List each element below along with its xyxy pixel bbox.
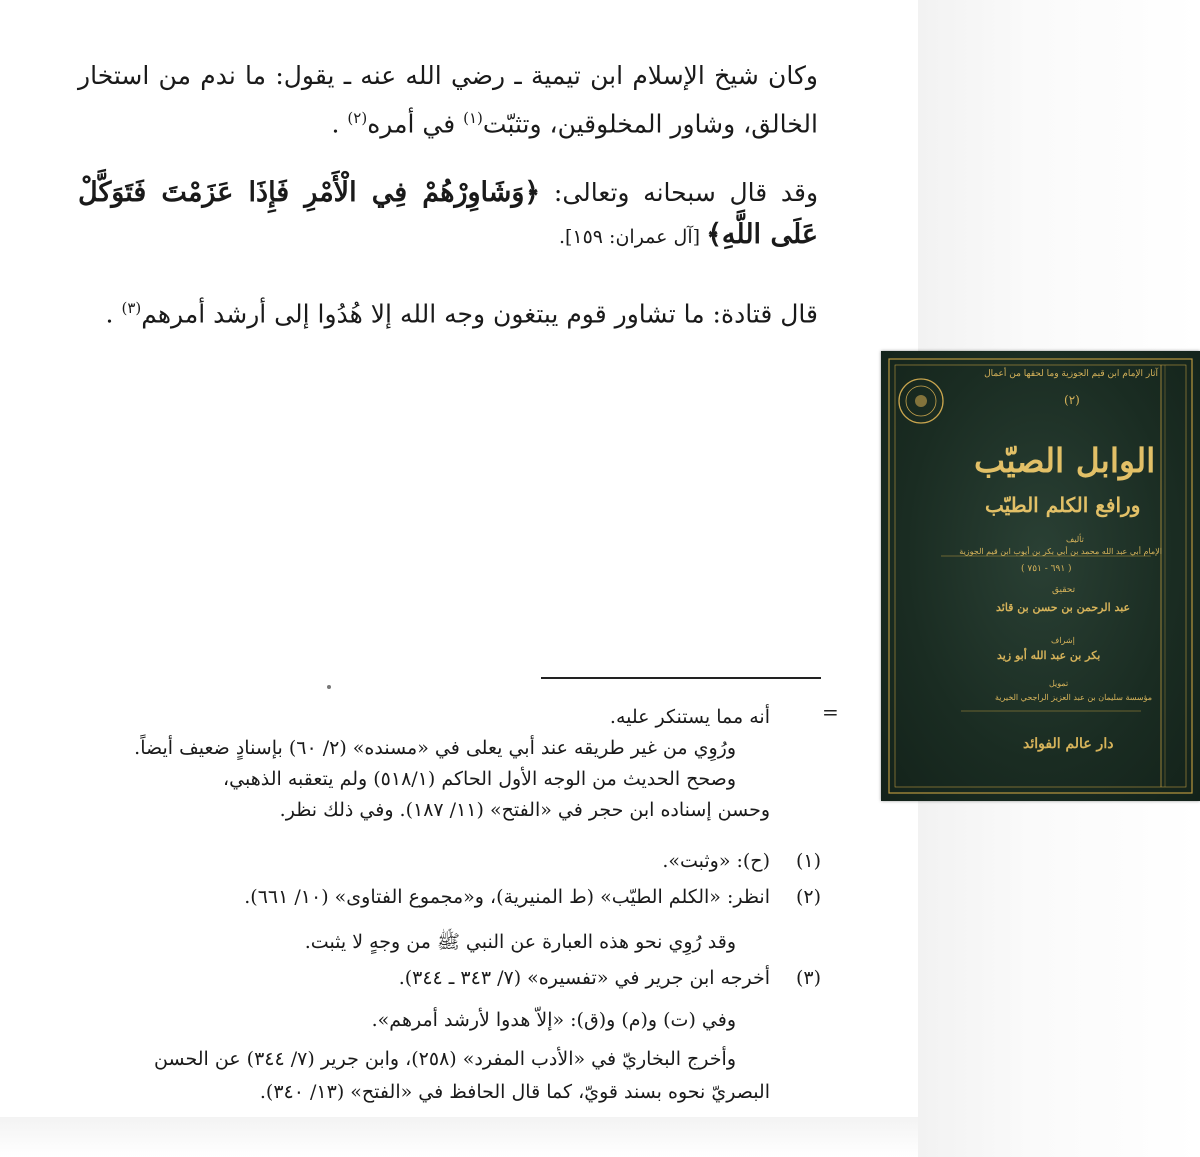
paragraph-text: قال قتادة: ما تشاور قوم يبتغون وجه الله إلا هُدُوا إلى أرشد أمرهم — [141, 299, 818, 329]
cover-editor-label: تحقيق — [1052, 585, 1076, 595]
paragraph-end: . — [331, 109, 340, 139]
paragraph-text: في أمره — [367, 109, 464, 139]
quran-verse: ﴿وَشَاوِرْهُمْ فِي الْأَمْرِ فَإِذَا عَزَمْتَ فَتَوَكَّلْ عَلَى اللَّهِ﴾ — [78, 177, 818, 250]
footnote-number-3: (٣) — [795, 967, 821, 989]
footnote-1-text: (ح): «وثبت». — [662, 850, 770, 872]
footnote-ref-2: (٢) — [347, 109, 368, 127]
cover-editor: عبد الرحمن بن حسن بن قائد — [996, 601, 1131, 614]
footnote-continued-line: وحسن إسناده ابن حجر في «الفتح» (١١/ ١٨٧). وفي ذلك نظر. — [279, 799, 770, 821]
footnote-2-text: انظر: «الكلم الطيّب» (ط المنيرية)، و«مجموع الفتاوى» (١٠/ ٦٦١). — [244, 886, 770, 908]
footnote-ref-3: (٣) — [121, 299, 142, 317]
cover-funding-label: تمويل — [1049, 679, 1069, 688]
cover-funding: مؤسسة سليمان بن عبد العزيز الراجحي الخيرية — [994, 693, 1152, 702]
footnote-3-text: البصريّ نحوه بسند قويّ، كما قال الحافظ في «الفتح» (١٣/ ٣٤٠). — [259, 1081, 770, 1103]
verse-reference: [آل عمران: ١٥٩]. — [558, 226, 707, 248]
cover-series: آثار الإمام ابن قيم الجوزية وما لحقها من أعمال — [984, 369, 1158, 379]
cover-supervisor: بكر بن عبد الله أبو زيد — [997, 649, 1101, 662]
cover-dates: ( ٦٩١ - ٧٥١ ) — [1021, 564, 1072, 574]
paragraph-quran-verse — [78, 172, 818, 258]
footnote-continued-line: أنه مما يستنكر عليه. — [609, 706, 770, 728]
continuation-mark: = — [822, 700, 839, 724]
paragraph-text: وكان شيخ الإسلام ابن تيمية ـ رضي الله عنه ـ يقول: ما ندم من استخار الخالق، وشاور المخلوقين، وتثبّت — [78, 61, 818, 139]
cover-gold-frame — [881, 351, 1200, 801]
footnote-continued-line: ورُوِي من غير طريقه عند أبي يعلى في «مسنده» (٢/ ٦٠) بإسنادٍ ضعيف أيضاً. — [134, 737, 736, 759]
footnote-2-text: وقد رُوِي نحو هذه العبارة عن النبي ﷺ من وجهٍ لا يثبت. — [304, 931, 736, 953]
footnote-3-text: وأخرج البخاريّ في «الأدب المفرد» (٢٥٨)، وابن جرير (٧/ ٣٤٤) عن الحسن — [154, 1048, 736, 1070]
paragraph-qatada — [78, 287, 818, 335]
footnote-separator — [541, 677, 821, 679]
page-bottom-shadow — [0, 1117, 918, 1157]
cover-publisher: دار عالم الفوائد — [1023, 736, 1114, 752]
cover-subtitle: ورافع الكلم الطيّب — [985, 493, 1141, 517]
footnote-3-text: أخرجه ابن جرير في «تفسيره» (٧/ ٣٤٣ ـ ٣٤٤). — [398, 967, 770, 989]
cover-author-label: تأليف — [1066, 535, 1084, 544]
footnote-number-2: (٢) — [795, 886, 821, 908]
paragraph-text: وقد قال سبحانه وتعالى: — [540, 178, 819, 207]
footnote-3-text: وفي (ت) و(م) و(ق): «إلاّ هدوا لأرشد أمرهم». — [371, 1009, 736, 1031]
paragraph-end: . — [105, 299, 114, 329]
cover-volume: (٢) — [1064, 393, 1080, 407]
cover-title: الوابل الصيّب — [974, 441, 1156, 480]
footnote-ref-1: (١) — [463, 109, 483, 127]
footnote-continued-line: وصحح الحديث من الوجه الأول الحاكم (٥١٨/١) ولم يتعقبه الذهبي، — [223, 768, 736, 790]
footnote-number-1: (١) — [795, 850, 821, 872]
cover-supervisor-label: إشراف — [1051, 636, 1075, 645]
paragraph-ibn-taymiyya — [78, 55, 818, 145]
scan-speck — [327, 685, 331, 689]
cover-author: الإمام أبي عبد الله محمد بن أبي بكر بن أيوب ابن قيم الجوزية — [959, 547, 1162, 556]
book-cover-image — [881, 351, 1200, 801]
